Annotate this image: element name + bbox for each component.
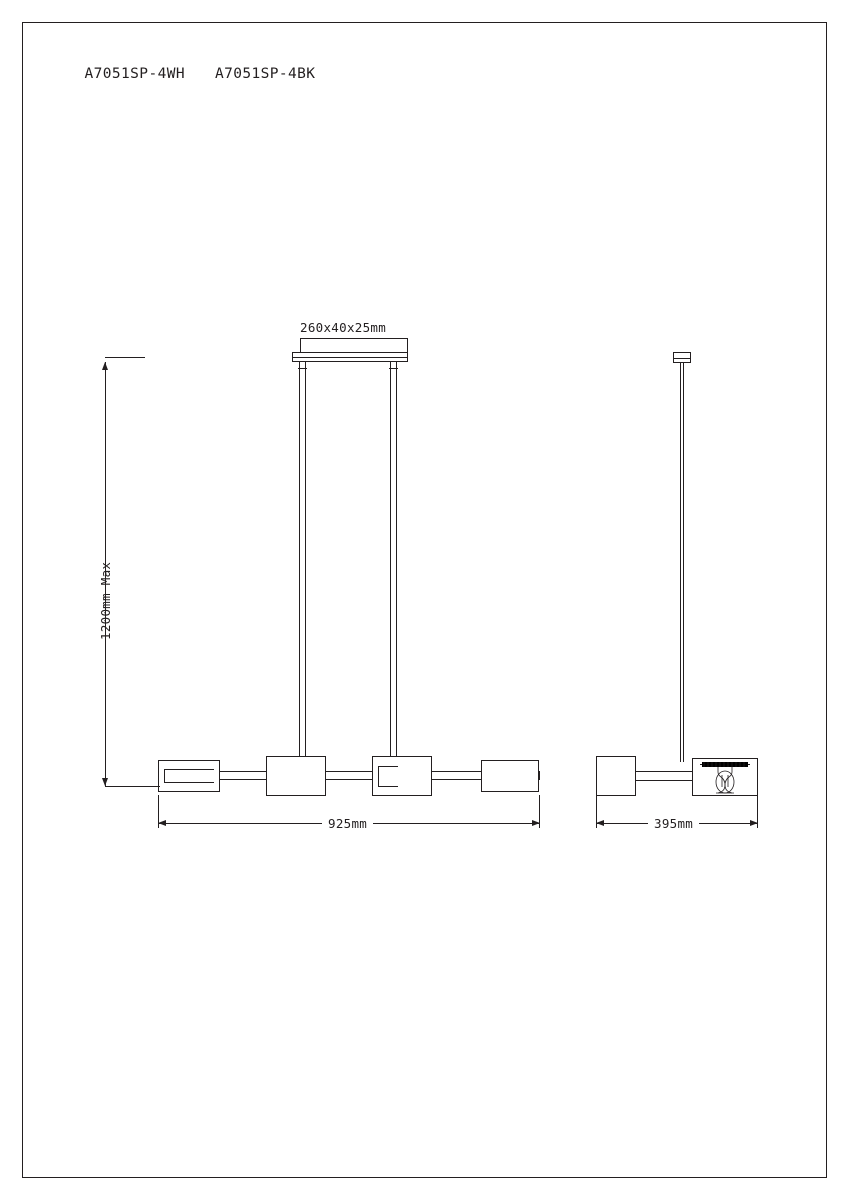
side-width-label: 395mm — [648, 816, 699, 831]
shade-3-inner-left — [378, 766, 379, 787]
height-dim-arrow-bottom — [102, 778, 108, 786]
suspension-rod-right-edge-a — [390, 362, 391, 762]
canopy-dimension-label: 260x40x25mm — [300, 320, 387, 335]
shade-2 — [266, 756, 326, 796]
model-code-bk: A7051SP-4BK — [214, 66, 316, 82]
height-dim-ext-top — [105, 357, 145, 358]
canopy-dim-tick-right — [407, 338, 408, 352]
shade-1-inner-top — [164, 769, 214, 770]
shade-4 — [481, 760, 539, 792]
suspension-rod-right-collar — [389, 368, 398, 369]
side-suspension-rod-a — [680, 363, 681, 762]
shade-1 — [158, 760, 220, 792]
shade-3 — [372, 756, 432, 796]
height-dim-arrow-top — [102, 362, 108, 370]
shade-3-inner-bottom — [378, 786, 398, 787]
side-width-arrow-left — [596, 820, 604, 826]
height-dimension-label: 1200mm Max — [98, 561, 113, 640]
height-dim-ext-bottom — [105, 786, 160, 787]
drawing-frame — [22, 22, 827, 1178]
side-width-ext-right — [757, 795, 758, 828]
canopy-plate-inner-line — [293, 357, 407, 358]
side-width-ext-left — [596, 795, 597, 828]
side-connector-bottom — [632, 780, 692, 781]
side-canopy-inner — [674, 358, 690, 359]
shade-1-inner-left — [164, 769, 165, 783]
shade-3-inner-top — [378, 766, 398, 767]
suspension-rod-left-collar — [298, 368, 307, 369]
model-code-wh: A7051SP-4WH — [84, 66, 185, 82]
suspension-rod-left-edge-a — [299, 362, 300, 762]
bulb-icon — [696, 756, 758, 798]
front-width-ext-left — [158, 795, 159, 828]
shade-1-inner-bottom — [164, 782, 214, 783]
side-suspension-rod-b — [683, 363, 684, 762]
canopy-dim-line — [300, 338, 408, 339]
canopy-dim-tick-left — [300, 338, 301, 352]
front-width-ext-right — [539, 795, 540, 828]
suspension-rod-right-edge-b — [396, 362, 397, 762]
suspension-rod-left-edge-b — [305, 362, 306, 762]
front-width-label: 925mm — [322, 816, 373, 831]
model-codes — [48, 50, 315, 98]
side-shade-box — [596, 756, 636, 796]
side-connector-top — [632, 771, 692, 772]
front-width-arrow-left — [158, 820, 166, 826]
